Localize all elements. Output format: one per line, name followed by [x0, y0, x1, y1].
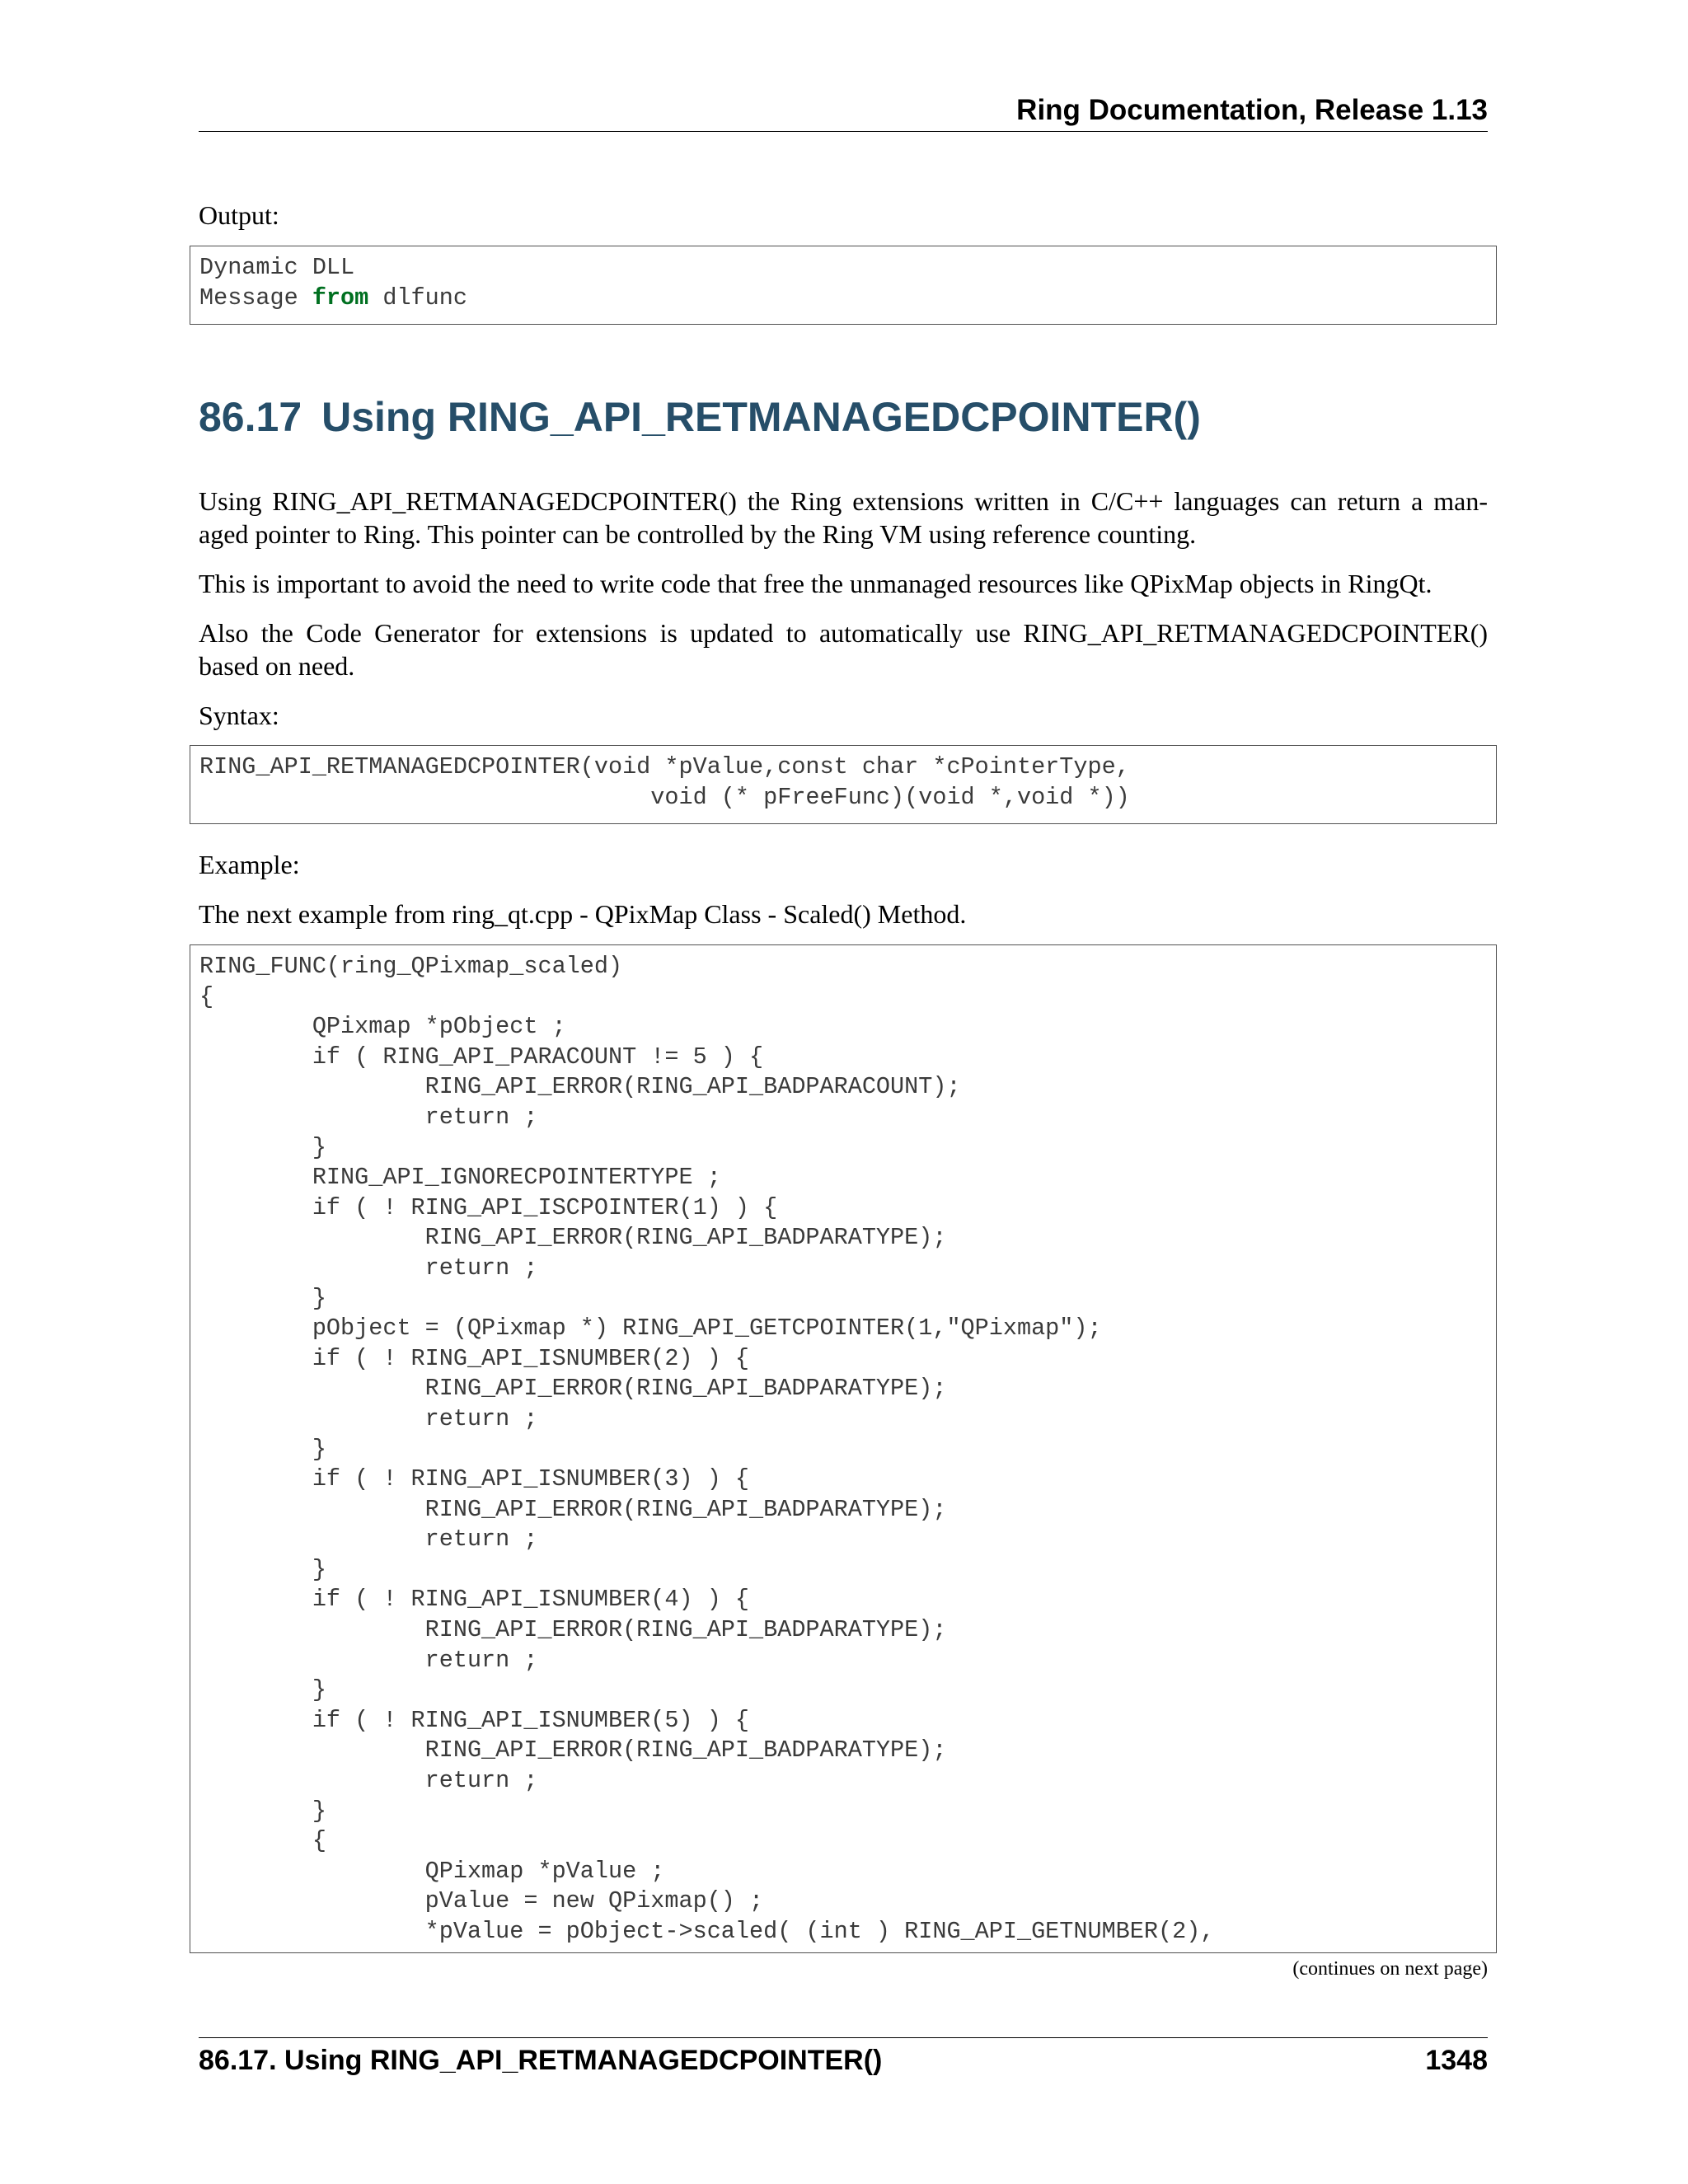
continues-note: (continues on next page)	[1292, 1958, 1488, 1980]
output-keyword: from	[312, 284, 369, 312]
output-line-1: Dynamic DLL	[199, 254, 355, 281]
example-label: Example:	[199, 850, 300, 879]
example-code: RING_FUNC(ring_QPixmap_scaled) { QPixmap *pObject ; if ( RING_API_PARACOUNT != 5 ) { RING_API_ERROR(RING_API_BADPARACOUNT); return ; } RING_API_IGNORECPOINTERTYPE ; if ( ! RING_API_ISCPOINTER(1) ) { RING_API_ERROR(RING_API_BADPARATYPE); return ; } pObject = (QPixmap *) RING_API_GETCPOINTER(1,"QPixmap"); if ( ! RING_API_ISNUMBER(2) ) { RING_API_ERROR(RING_API_BADPARATYPE); return ; } if ( ! RING_API_ISNUMBER(3) ) { RING_API_ERROR(RING_API_BADPARATYPE); return ; } if ( ! RING_API_ISNUMBER(4) ) { RING_API_ERROR(RING_API_BADPARATYPE); return ; } if ( ! RING_API_ISNUMBER(5) ) { RING_API_ERROR(RING_API_BADPARATYPE); return ; } { QPixmap *pValue ; pValue = new QPixmap() ; *pValue = pObject->scaled( (int ) RING_API_GETNUMBER(2),	[199, 953, 1215, 1945]
output-label: Output:	[199, 200, 279, 230]
example-intro: The next example from ring_qt.cpp - QPixMap Class - Scaled() Method.	[199, 899, 967, 929]
syntax-code: RING_API_RETMANAGEDCPOINTER(void *pValue,const char *cPointerType, void (* pFreeFunc)(void *,void *))	[199, 753, 1130, 811]
output-code	[190, 246, 1496, 313]
footer-rule	[199, 2037, 1488, 2038]
page-number: 1348	[1425, 2045, 1488, 2076]
section-number: 86.17	[199, 394, 302, 440]
section-heading	[199, 391, 1201, 443]
syntax-code-block	[190, 745, 1497, 824]
output-line-2-suffix: dlfunc	[368, 284, 467, 312]
output-code-block	[190, 246, 1497, 325]
running-header: Ring Documentation, Release 1.13	[1016, 94, 1488, 126]
paragraph-intro: Using RING_API_RETMANAGEDCPOINTER() the Ring extensions written in C/C++ languages can return a man-aged pointer to Ring. This pointer can be controlled by the Ring VM using reference counting.	[199, 486, 1488, 549]
paragraph-code-generator: Also the Code Generator for extensions is updated to automatically use RING_API_RETMANAGEDCPOINTER() based on need.	[199, 618, 1488, 681]
header-rule	[199, 131, 1488, 132]
syntax-label: Syntax:	[199, 701, 279, 730]
section-title: Using RING_API_RETMANAGEDCPOINTER()	[321, 394, 1201, 440]
output-line-2-prefix: Message	[199, 284, 312, 312]
paragraph-importance: This is important to avoid the need to write code that free the unmanaged resources like QPixMap objects in RingQt.	[199, 569, 1432, 598]
footer-section: 86.17. Using RING_API_RETMANAGEDCPOINTER()	[199, 2045, 883, 2076]
example-code-block	[190, 944, 1497, 1953]
